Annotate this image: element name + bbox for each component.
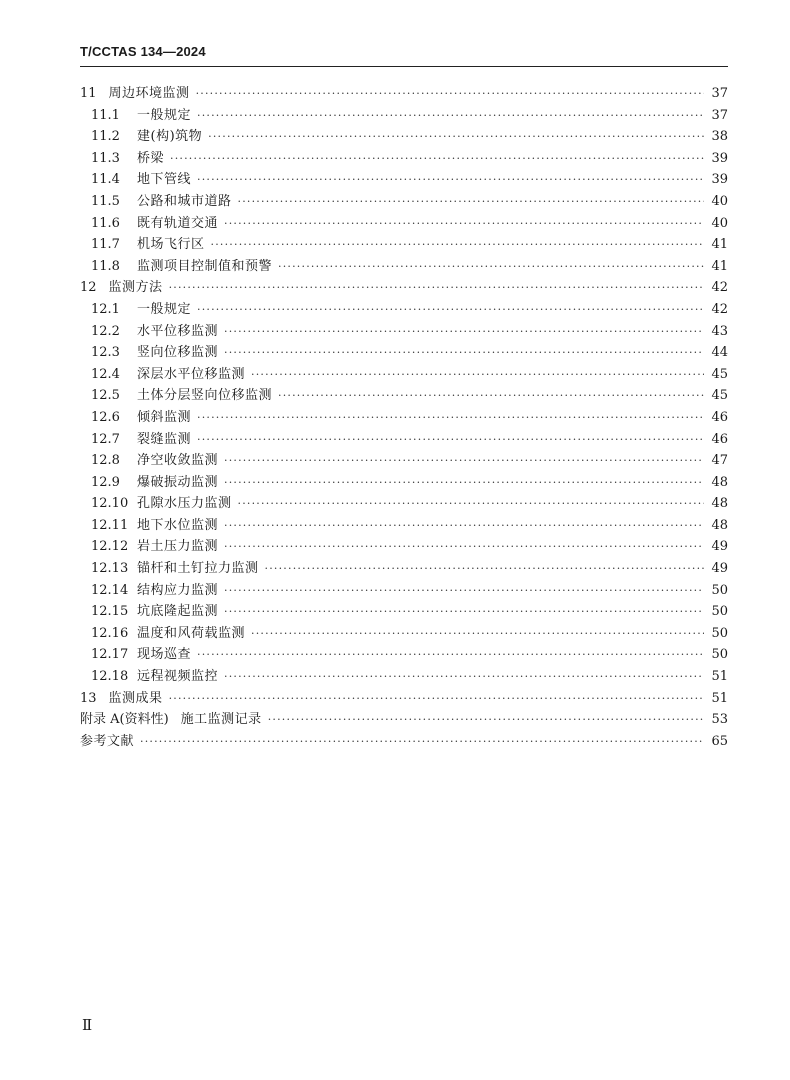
toc-entry-title: 温度和风荷载监测 (137, 625, 246, 641)
toc-entry-page: 39 (711, 172, 728, 188)
toc-entry-title: 锚杆和土钉拉力监测 (137, 561, 259, 577)
toc-entry[interactable] (80, 536, 728, 558)
toc-entry-page: 53 (711, 712, 728, 728)
toc-entry-number: 12.16 (91, 625, 129, 641)
header-rule (80, 66, 728, 67)
toc-entry[interactable] (80, 364, 728, 386)
toc-entry[interactable] (80, 623, 728, 645)
toc-entry-page: 48 (711, 496, 728, 512)
toc-entry-number: 11.6 (91, 215, 120, 231)
toc-entry[interactable] (80, 169, 728, 191)
toc-entry-title: 一般规定 (137, 107, 192, 123)
toc-dot-leader (224, 342, 704, 364)
toc-entry-number: 11.3 (91, 150, 120, 166)
toc-entry-title: 参考文献 (80, 733, 135, 749)
toc-entry-title: 坑底隆起监测 (137, 604, 219, 620)
toc-entry-title: 建(构)筑物 (137, 129, 203, 145)
toc-entry-page: 43 (711, 323, 728, 339)
toc-entry-number: 11.5 (91, 193, 120, 209)
page-number: Ⅱ (82, 1016, 93, 1034)
toc-entry-number: 12.8 (91, 453, 120, 469)
toc-entry-title: 施工监测记录 (180, 712, 262, 728)
toc-entry-page: 44 (711, 345, 728, 361)
toc-entry-number: 12.15 (91, 604, 129, 620)
toc-entry-number: 12.7 (91, 431, 120, 447)
toc-entry-page: 49 (711, 561, 728, 577)
toc-entry[interactable] (80, 83, 728, 105)
toc-entry-page: 40 (711, 215, 728, 231)
toc-entry-page: 49 (711, 539, 728, 555)
toc-entry-number: 附录 A(资料性) (80, 712, 169, 728)
toc-entry[interactable] (80, 105, 728, 127)
toc-entry-title: 监测成果 (108, 690, 163, 706)
toc-entry-title: 孔隙水压力监测 (137, 496, 232, 512)
toc-dot-leader (170, 148, 704, 170)
toc-entry-title: 竖向位移监测 (137, 345, 219, 361)
toc-entry[interactable] (80, 558, 728, 580)
toc-entry-title: 周边环境监测 (108, 86, 190, 101)
toc-entry-number: 12.12 (91, 539, 129, 555)
toc-entry-page: 38 (711, 129, 728, 145)
toc-entry-title: 地下管线 (137, 172, 192, 188)
toc-entry-title: 远程视频监控 (137, 669, 219, 685)
toc-entry-page: 50 (711, 647, 728, 663)
toc-dot-leader (278, 385, 704, 407)
toc-entry-title: 一般规定 (137, 301, 192, 317)
toc-dot-leader (224, 515, 704, 537)
toc-entry-title: 岩土压力监测 (137, 539, 219, 555)
toc-dot-leader (224, 536, 704, 558)
toc-entry-title: 净空收敛监测 (137, 453, 219, 469)
toc-dot-leader (265, 558, 704, 580)
toc-entry-title: 现场巡查 (137, 647, 192, 663)
toc-entry-number: 12.14 (91, 582, 129, 598)
toc-entry[interactable] (80, 688, 728, 710)
toc-entry-page: 41 (711, 258, 728, 274)
toc-entry-page: 39 (711, 150, 728, 166)
toc-dot-leader (208, 126, 704, 148)
toc-entry-number: 12.18 (91, 669, 129, 685)
toc-entry-number: 13 (80, 690, 97, 706)
toc-dot-leader (196, 83, 704, 105)
toc-entry-number: 12.6 (91, 409, 120, 425)
toc-entry-title: 土体分层竖向位移监测 (137, 388, 273, 404)
toc-dot-leader (238, 493, 704, 515)
toc-entry-title: 监测方法 (108, 280, 163, 296)
toc-dot-leader (224, 580, 704, 602)
toc-entry[interactable] (80, 277, 728, 299)
toc-entry[interactable] (80, 299, 728, 321)
toc-dot-leader (197, 169, 704, 191)
toc-entry-title: 公路和城市道路 (137, 193, 232, 209)
toc-entry-page: 51 (711, 669, 728, 685)
toc-dot-leader (251, 623, 704, 645)
toc-entry-number: 11 (80, 86, 97, 101)
toc-dot-leader (140, 731, 704, 753)
toc-entry-page: 37 (711, 86, 728, 101)
toc-dot-leader (251, 364, 704, 386)
toc-entry-number: 12.9 (91, 474, 120, 490)
toc-entry-page: 45 (711, 388, 728, 404)
toc-entry-title: 水平位移监测 (137, 323, 219, 339)
toc-dot-leader (197, 105, 704, 127)
toc-entry[interactable] (80, 450, 728, 472)
toc-entry[interactable] (80, 515, 728, 537)
toc-entry-page: 37 (711, 107, 728, 123)
toc-entry-page: 42 (711, 301, 728, 317)
toc-entry-number: 12.2 (91, 323, 120, 339)
toc-entry-title: 监测项目控制值和预警 (137, 258, 273, 274)
toc-dot-leader (224, 450, 704, 472)
toc-entry-title: 桥梁 (137, 150, 165, 166)
toc-entry-page: 42 (711, 280, 728, 296)
toc-entry[interactable] (80, 709, 728, 731)
toc-entry-page: 46 (711, 409, 728, 425)
toc-entry[interactable] (80, 493, 728, 515)
toc-entry-page: 65 (711, 733, 728, 749)
toc-entry-title: 倾斜监测 (137, 409, 192, 425)
toc-entry-number: 12.3 (91, 345, 120, 361)
toc-entry[interactable] (80, 342, 728, 364)
toc-dot-leader (197, 407, 704, 429)
toc-entry-number: 11.8 (91, 258, 120, 274)
toc-entry[interactable] (80, 385, 728, 407)
toc-dot-leader (197, 429, 704, 451)
toc-entry-page: 48 (711, 474, 728, 490)
toc-dot-leader (224, 666, 704, 688)
toc-entry[interactable] (80, 213, 728, 235)
toc-dot-leader (278, 256, 704, 278)
toc-entry[interactable] (80, 407, 728, 429)
toc-dot-leader (238, 191, 704, 213)
toc-entry-number: 12.11 (91, 517, 129, 533)
standard-code-header: T/CCTAS 134—2024 (80, 44, 206, 59)
toc-entry-page: 41 (711, 237, 728, 253)
toc-entry-title: 地下水位监测 (137, 517, 219, 533)
toc-entry-title: 机场飞行区 (137, 237, 205, 253)
toc-entry-number: 12.17 (91, 647, 129, 663)
toc-entry-title: 爆破振动监测 (137, 474, 219, 490)
toc-dot-leader (224, 321, 704, 343)
toc-entry[interactable] (80, 644, 728, 666)
toc-entry-title: 结构应力监测 (137, 582, 219, 598)
toc-entry-number: 11.4 (91, 172, 120, 188)
toc-entry-page: 50 (711, 582, 728, 598)
toc-entry-number: 12.4 (91, 366, 120, 382)
toc-entry[interactable] (80, 321, 728, 343)
toc-entry-number: 12.10 (91, 496, 129, 512)
toc-entry-number: 12.13 (91, 561, 129, 577)
toc-entry[interactable] (80, 148, 728, 170)
toc-dot-leader (197, 299, 704, 321)
toc-entry[interactable] (80, 256, 728, 278)
toc-entry[interactable] (80, 731, 728, 753)
toc-entry-title: 深层水平位移监测 (137, 366, 246, 382)
toc-entry-title: 既有轨道交通 (137, 215, 219, 231)
toc-entry-page: 47 (711, 453, 728, 469)
toc-dot-leader (169, 688, 704, 710)
toc-dot-leader (224, 213, 704, 235)
toc-entry[interactable] (80, 429, 728, 451)
toc-entry-number: 11.1 (91, 107, 120, 123)
toc-entry[interactable] (80, 666, 728, 688)
toc-dot-leader (268, 709, 704, 731)
toc-entry-page: 50 (711, 625, 728, 641)
toc-entry-number: 11.2 (91, 129, 120, 145)
toc-entry-page: 51 (711, 690, 728, 706)
toc-entry-title: 裂缝监测 (137, 431, 192, 447)
table-of-contents (80, 83, 728, 752)
toc-dot-leader (169, 277, 704, 299)
toc-entry[interactable] (80, 580, 728, 602)
toc-entry-page: 50 (711, 604, 728, 620)
toc-dot-leader (224, 472, 704, 494)
toc-entry-number: 12.5 (91, 388, 120, 404)
toc-entry-page: 40 (711, 193, 728, 209)
toc-entry[interactable] (80, 601, 728, 623)
toc-entry-page: 46 (711, 431, 728, 447)
toc-entry-number: 12 (80, 280, 97, 296)
toc-dot-leader (224, 601, 704, 623)
toc-entry-page: 48 (711, 517, 728, 533)
toc-entry-number: 11.7 (91, 237, 120, 253)
toc-entry-number: 12.1 (91, 301, 120, 317)
toc-entry[interactable] (80, 191, 728, 213)
toc-dot-leader (197, 644, 704, 666)
toc-entry[interactable] (80, 234, 728, 256)
toc-entry[interactable] (80, 472, 728, 494)
toc-dot-leader (211, 234, 704, 256)
toc-entry-page: 45 (711, 366, 728, 382)
toc-entry[interactable] (80, 126, 728, 148)
